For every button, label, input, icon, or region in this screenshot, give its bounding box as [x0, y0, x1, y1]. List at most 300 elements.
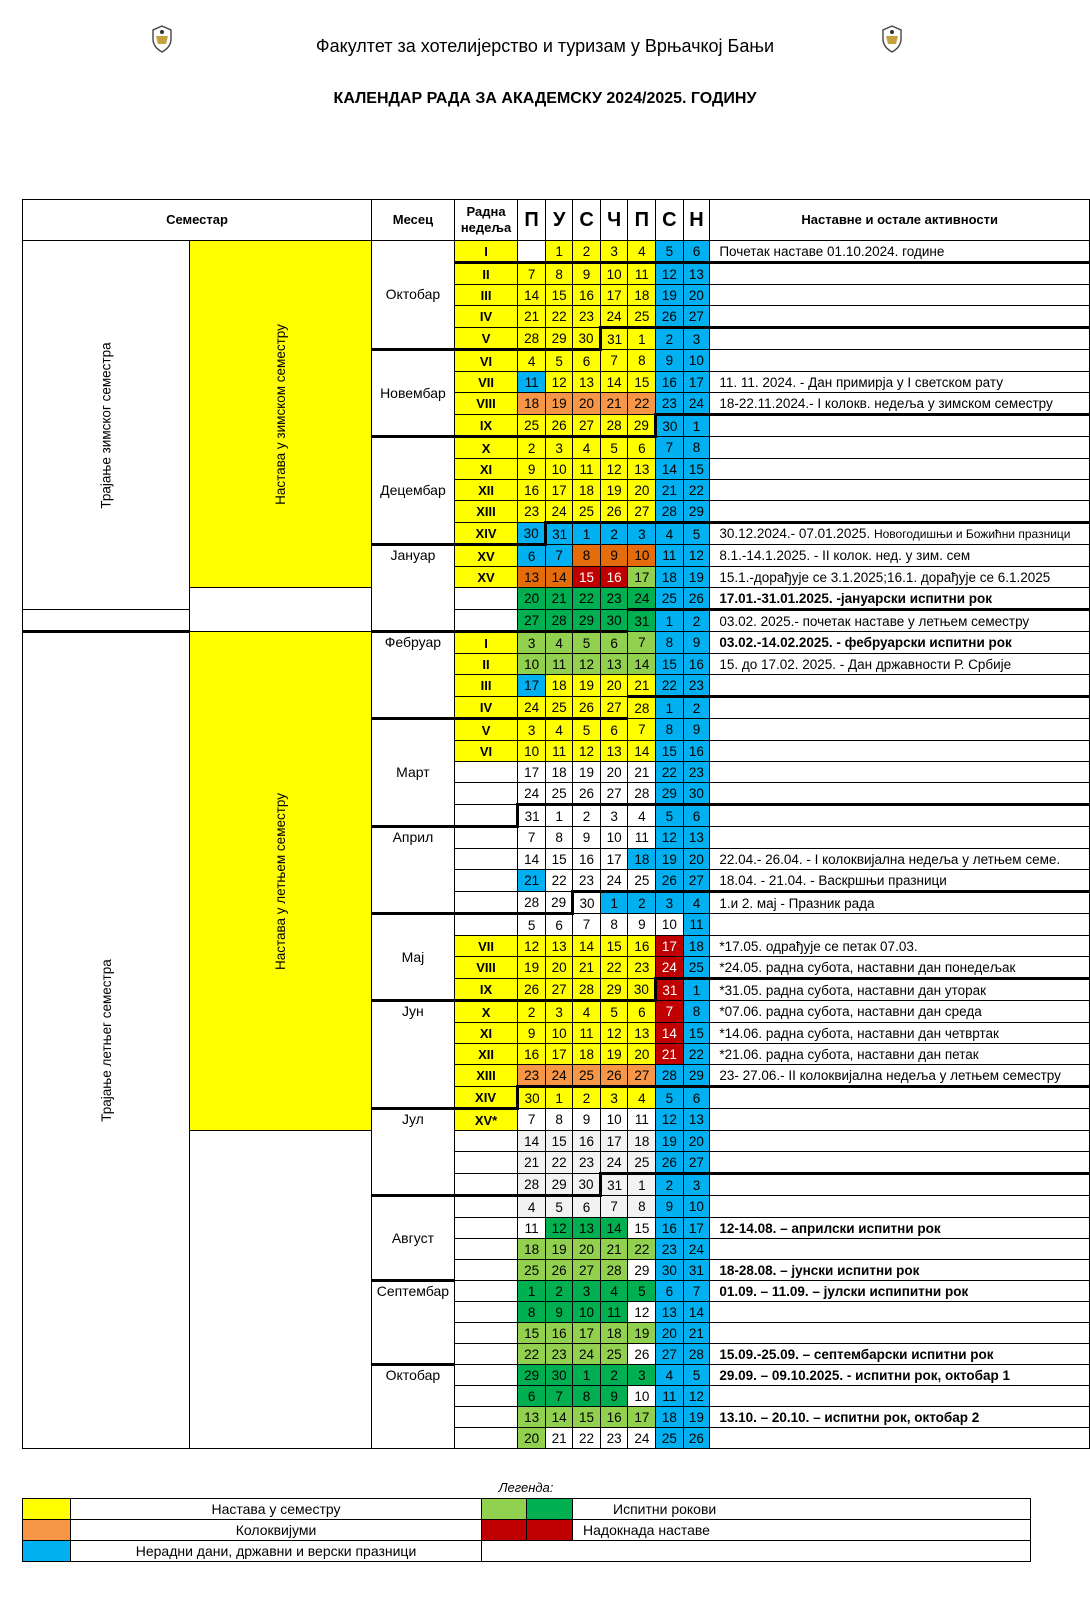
day-cell: 1 — [628, 1174, 656, 1196]
day-cell: 2 — [573, 241, 600, 263]
day-cell: 18 — [573, 480, 600, 501]
day-cell: 9 — [518, 459, 546, 480]
day-cell: 20 — [573, 1239, 600, 1260]
day-cell: 6 — [628, 1001, 656, 1023]
week-number — [454, 870, 517, 892]
day-cell: 14 — [683, 1302, 710, 1323]
week-number — [454, 1281, 517, 1302]
day-cell: 26 — [656, 870, 683, 892]
activity-text: 18-22.11.2024.- I колокв. недеља у зимском семестру — [719, 395, 1053, 411]
day-cell: 29 — [683, 1065, 710, 1087]
day-cell: 18 — [628, 849, 656, 870]
day-cell: 25 — [656, 1428, 683, 1449]
day-cell: 19 — [573, 762, 600, 783]
day-cell: 8 — [628, 350, 656, 372]
week-number: XV* — [454, 1109, 517, 1131]
activity-cell — [710, 1323, 1090, 1344]
day-cell: 3 — [600, 1087, 628, 1109]
legend-swatch-exams-dark — [527, 1499, 573, 1520]
activity-cell — [710, 285, 1090, 306]
activity-cell — [710, 936, 1090, 957]
day-cell: 10 — [518, 741, 546, 762]
day-cell: 10 — [545, 1023, 572, 1044]
day-cell: 30 — [628, 979, 656, 1001]
day-cell: 3 — [683, 1174, 710, 1196]
day-cell: 30 — [518, 523, 546, 545]
day-cell: 8 — [573, 1386, 600, 1407]
day-cell: 1 — [545, 241, 572, 263]
activity-cell — [710, 437, 1090, 459]
day-cell: 1 — [683, 979, 710, 1001]
day-cell: 9 — [518, 1023, 546, 1044]
month-cell: Децембар — [372, 437, 455, 545]
day-cell: 14 — [656, 459, 683, 480]
day-cell: 31 — [683, 1260, 710, 1281]
week-number — [454, 1407, 517, 1428]
day-cell: 3 — [628, 1365, 656, 1386]
activity-cell — [710, 588, 1090, 610]
day-cell: 5 — [600, 437, 628, 459]
activity-cell — [710, 306, 1090, 328]
day-cell: 22 — [545, 870, 572, 892]
day-cell: 9 — [600, 1386, 628, 1407]
day-cell: 19 — [600, 1044, 628, 1065]
month-cell: Август — [372, 1196, 455, 1281]
week-number: XI — [454, 459, 517, 480]
day-cell: 20 — [656, 1323, 683, 1344]
day-cell: 29 — [628, 1260, 656, 1281]
day-cell: 9 — [683, 719, 710, 741]
semester-duration-cell — [23, 241, 190, 610]
day-cell: 30 — [573, 892, 600, 914]
day-cell: 5 — [545, 350, 572, 372]
day-cell: 4 — [573, 1001, 600, 1023]
day-cell: 27 — [573, 1260, 600, 1281]
day-cell: 10 — [545, 459, 572, 480]
month-cell: Октобар — [372, 241, 455, 350]
day-cell: 19 — [656, 1131, 683, 1152]
day-cell: 5 — [683, 1365, 710, 1386]
day-cell: 12 — [656, 1109, 683, 1131]
day-cell: 23 — [683, 675, 710, 697]
day-cell: 20 — [518, 1428, 546, 1449]
month-cell: Новембар — [372, 350, 455, 437]
day-cell: 23 — [656, 393, 683, 415]
day-cell: 29 — [545, 892, 572, 914]
day-cell: 6 — [573, 1196, 600, 1218]
day-cell: 7 — [518, 827, 546, 849]
day-cell: 13 — [656, 1302, 683, 1323]
day-cell: 24 — [600, 870, 628, 892]
day-cell: 31 — [518, 805, 546, 827]
activity-cell — [710, 372, 1090, 393]
day-cell: 21 — [628, 762, 656, 783]
day-cell: 21 — [600, 1239, 628, 1260]
day-cell: 15 — [628, 1218, 656, 1239]
week-number: XIV — [454, 523, 517, 545]
day-cell: 14 — [600, 372, 628, 393]
day-cell: 20 — [600, 675, 628, 697]
week-number — [454, 805, 517, 827]
legend-label-exams: Испитни рокови — [573, 1499, 1031, 1520]
day-cell: 16 — [600, 567, 628, 588]
week-number — [454, 1218, 517, 1239]
activity-text: 12-14.08. – априлски испитни рок — [719, 1220, 941, 1236]
day-cell: 14 — [545, 567, 572, 588]
activity-cell — [710, 632, 1090, 654]
day-cell: 28 — [600, 1260, 628, 1281]
day-cell: 14 — [628, 654, 656, 675]
day-cell: 30 — [545, 1365, 572, 1386]
day-cell: 19 — [683, 567, 710, 588]
day-cell: 6 — [518, 1386, 546, 1407]
week-number: XIII — [454, 501, 517, 523]
day-cell: 28 — [628, 697, 656, 719]
activity-cell — [710, 610, 1090, 632]
week-number — [454, 1131, 517, 1152]
day-cell: 7 — [518, 1109, 546, 1131]
day-cell: 15 — [656, 741, 683, 762]
col-day-sun: Н — [683, 200, 710, 241]
teaching-period-label: Настава у летњем семестру — [273, 792, 289, 970]
teaching-period-cell — [190, 632, 372, 1131]
day-cell: 22 — [518, 1344, 546, 1365]
day-cell: 26 — [518, 979, 546, 1001]
day-cell: 21 — [683, 1323, 710, 1344]
day-cell: 28 — [683, 1344, 710, 1365]
week-number: II — [454, 263, 517, 285]
day-cell: 5 — [628, 1281, 656, 1302]
activity-text: 29.09. – 09.10.2025. - испитни рок, октобар 1 — [719, 1367, 1011, 1383]
day-cell: 26 — [656, 306, 683, 328]
day-cell: 30 — [656, 1260, 683, 1281]
day-cell: 7 — [628, 632, 656, 654]
legend-label-teaching: Настава у семестру — [71, 1499, 482, 1520]
day-cell: 16 — [683, 654, 710, 675]
header-row — [23, 200, 1090, 241]
week-number: I — [454, 241, 517, 263]
day-cell: 17 — [518, 762, 546, 783]
day-cell: 16 — [518, 1044, 546, 1065]
day-cell: 22 — [656, 675, 683, 697]
week-number — [454, 1174, 517, 1196]
activity-text: 18.04. - 21.04. - Васкршњи празници — [719, 872, 947, 888]
day-cell: 31 — [628, 610, 656, 632]
day-cell: 11 — [545, 741, 572, 762]
day-cell: 27 — [545, 979, 572, 1001]
activity-cell — [710, 870, 1090, 892]
activity-text: 15.1.-дорађује се 3.1.2025;16.1. дорађује се 6.1.2025 — [719, 569, 1051, 585]
activity-cell — [710, 241, 1090, 263]
week-number — [454, 1260, 517, 1281]
day-cell: 16 — [573, 285, 600, 306]
day-cell: 30 — [573, 1174, 600, 1196]
activity-cell — [710, 914, 1090, 936]
col-day-thu: Ч — [600, 200, 628, 241]
day-cell: 11 — [656, 545, 683, 567]
day-cell: 30 — [656, 415, 683, 437]
day-cell: 18 — [656, 567, 683, 588]
day-cell: 18 — [628, 1131, 656, 1152]
activity-cell — [710, 1344, 1090, 1365]
day-cell: 6 — [600, 719, 628, 741]
week-number — [454, 1302, 517, 1323]
week-number: XII — [454, 1044, 517, 1065]
day-cell: 9 — [656, 350, 683, 372]
day-cell: 15 — [573, 1407, 600, 1428]
day-cell: 7 — [600, 350, 628, 372]
week-number — [454, 610, 517, 632]
day-cell: 17 — [683, 372, 710, 393]
activity-text: 13.10. – 20.10. – испитни рок, октобар 2 — [719, 1409, 980, 1425]
day-cell: 20 — [545, 957, 572, 979]
day-cell: 10 — [600, 263, 628, 285]
day-cell: 26 — [545, 1260, 572, 1281]
day-cell: 10 — [628, 1386, 656, 1407]
day-cell: 29 — [628, 415, 656, 437]
legend-caption: Легенда: — [498, 1480, 554, 1495]
day-cell: 2 — [573, 805, 600, 827]
activity-cell — [710, 783, 1090, 805]
day-cell: 27 — [600, 783, 628, 805]
day-cell: 20 — [628, 480, 656, 501]
day-cell: 28 — [573, 979, 600, 1001]
activity-text: *24.05. радна субота, наставни дан понедељак — [719, 959, 1016, 975]
day-cell: 9 — [656, 1196, 683, 1218]
day-cell: 13 — [683, 1109, 710, 1131]
week-number — [454, 849, 517, 870]
day-cell: 26 — [573, 697, 600, 719]
day-cell: 4 — [628, 1087, 656, 1109]
col-day-sat: С — [656, 200, 683, 241]
month-cell: Јун — [372, 1001, 455, 1109]
activity-cell — [710, 654, 1090, 675]
activity-cell — [710, 1428, 1090, 1449]
activity-cell — [710, 480, 1090, 501]
day-cell: 27 — [573, 415, 600, 437]
col-semester: Семестар — [23, 200, 372, 241]
day-cell: 7 — [573, 914, 600, 936]
day-cell: 27 — [518, 610, 546, 632]
day-cell: 1 — [656, 697, 683, 719]
calendar-row — [23, 632, 1090, 654]
day-cell: 18 — [545, 675, 572, 697]
day-cell: 9 — [573, 263, 600, 285]
day-cell: 11 — [545, 654, 572, 675]
month-cell: Март — [372, 719, 455, 827]
day-cell: 8 — [656, 632, 683, 654]
week-number — [454, 892, 517, 914]
day-cell: 26 — [545, 415, 572, 437]
activity-text-note: Новогодишњи и Божићни празници — [873, 527, 1071, 541]
day-cell: 20 — [600, 762, 628, 783]
day-cell: 6 — [656, 1281, 683, 1302]
day-cell: 8 — [656, 719, 683, 741]
day-cell: 15 — [545, 285, 572, 306]
col-month: Месец — [372, 200, 455, 241]
day-cell: 23 — [628, 957, 656, 979]
day-cell: 17 — [628, 567, 656, 588]
activity-cell — [710, 1174, 1090, 1196]
day-cell: 6 — [600, 632, 628, 654]
day-cell: 11 — [628, 827, 656, 849]
activity-text: 03.02. 2025.- почетак наставе у летњем семестру — [719, 613, 1030, 629]
day-cell: 17 — [628, 1407, 656, 1428]
day-cell: 10 — [600, 1109, 628, 1131]
month-cell: Јул — [372, 1109, 455, 1196]
day-cell: 22 — [628, 1239, 656, 1260]
week-number: VI — [454, 350, 517, 372]
day-cell: 13 — [600, 654, 628, 675]
day-cell: 25 — [683, 957, 710, 979]
day-cell: 4 — [573, 437, 600, 459]
day-cell: 2 — [600, 1365, 628, 1386]
day-cell: 21 — [656, 480, 683, 501]
day-cell: 25 — [628, 1152, 656, 1174]
day-cell: 11 — [573, 459, 600, 480]
day-cell: 4 — [518, 1196, 546, 1218]
day-cell: 2 — [518, 1001, 546, 1023]
week-number — [454, 1344, 517, 1365]
day-cell: 13 — [683, 827, 710, 849]
activity-cell — [710, 1407, 1090, 1428]
day-cell: 28 — [518, 892, 546, 914]
day-cell: 12 — [573, 741, 600, 762]
day-cell: 23 — [600, 1428, 628, 1449]
day-cell: 26 — [573, 783, 600, 805]
activity-text: 23- 27.06.- II колоквијална недеља у летњем семестру — [719, 1067, 1061, 1083]
day-cell: 28 — [600, 415, 628, 437]
day-cell: 12 — [518, 936, 546, 957]
day-cell: 25 — [518, 1260, 546, 1281]
day-cell: 28 — [545, 610, 572, 632]
day-cell: 15 — [683, 459, 710, 480]
day-cell: 26 — [656, 1152, 683, 1174]
day-cell: 19 — [573, 675, 600, 697]
day-cell: 11 — [683, 914, 710, 936]
calendar-row — [23, 241, 1090, 263]
day-cell: 24 — [628, 588, 656, 610]
day-cell: 28 — [656, 1065, 683, 1087]
day-cell: 25 — [573, 1065, 600, 1087]
day-cell: 2 — [518, 437, 546, 459]
day-cell: 8 — [545, 263, 572, 285]
day-cell: 3 — [683, 328, 710, 350]
day-cell: 29 — [545, 1174, 572, 1196]
day-cell: 12 — [656, 263, 683, 285]
activity-cell — [710, 1044, 1090, 1065]
activity-text: 22.04.- 26.04. - I колоквијална недеља у летњем семе. — [719, 851, 1061, 867]
week-number — [454, 914, 517, 936]
month-cell: Јануар — [372, 545, 455, 632]
day-cell: 1 — [683, 415, 710, 437]
activity-cell — [710, 501, 1090, 523]
day-cell: 28 — [518, 1174, 546, 1196]
day-cell: 24 — [518, 783, 546, 805]
day-cell: 10 — [683, 1196, 710, 1218]
day-cell: 27 — [683, 870, 710, 892]
week-number: VII — [454, 372, 517, 393]
day-cell: 25 — [545, 783, 572, 805]
day-cell: 13 — [518, 567, 546, 588]
activity-text: 30.12.2024.- 07.01.2025. — [719, 526, 874, 541]
day-cell: 2 — [600, 523, 628, 545]
day-cell: 17 — [600, 285, 628, 306]
activity-cell — [710, 1001, 1090, 1023]
week-number: IX — [454, 415, 517, 437]
day-cell: 18 — [656, 1407, 683, 1428]
day-cell: 12 — [545, 1218, 572, 1239]
activity-cell — [710, 1281, 1090, 1302]
col-day-tue: У — [545, 200, 572, 241]
activity-text: 1.и 2. мај - Празник рада — [719, 895, 875, 911]
day-cell: 24 — [628, 1428, 656, 1449]
day-cell: 8 — [628, 1196, 656, 1218]
day-cell: 8 — [518, 1302, 546, 1323]
day-cell: 20 — [628, 1044, 656, 1065]
month-cell: Октобар — [372, 1365, 455, 1449]
day-cell: 30 — [600, 610, 628, 632]
week-number: XV — [454, 545, 517, 567]
day-cell: 20 — [683, 285, 710, 306]
legend-empty — [482, 1541, 1031, 1562]
day-cell: 18 — [683, 936, 710, 957]
day-cell: 19 — [600, 480, 628, 501]
activity-text: 11. 11. 2024. - Дан примирја у I светском рату — [719, 374, 1003, 390]
day-cell: 22 — [545, 306, 572, 328]
day-cell: 29 — [656, 783, 683, 805]
day-cell: 25 — [573, 501, 600, 523]
day-cell: 1 — [573, 1365, 600, 1386]
day-cell: 16 — [656, 1218, 683, 1239]
day-cell: 23 — [518, 501, 546, 523]
activity-cell — [710, 805, 1090, 827]
day-cell: 22 — [600, 957, 628, 979]
day-cell: 5 — [518, 914, 546, 936]
day-cell: 4 — [683, 892, 710, 914]
month-cell: Фебруар — [372, 632, 455, 719]
day-cell: 8 — [545, 827, 572, 849]
day-cell: 13 — [600, 741, 628, 762]
semester-gap-cell — [23, 610, 190, 632]
day-cell: 21 — [518, 306, 546, 328]
day-cell: 18 — [573, 1044, 600, 1065]
day-cell: 7 — [656, 437, 683, 459]
col-day-mon: П — [518, 200, 546, 241]
legend-label-holidays: Нерадни дани, државни и верски празници — [71, 1541, 482, 1562]
day-cell: 8 — [683, 437, 710, 459]
legend-swatch-exams-light — [482, 1499, 527, 1520]
day-cell: 5 — [683, 523, 710, 545]
activity-cell — [710, 827, 1090, 849]
day-cell: 13 — [573, 1218, 600, 1239]
day-cell: 12 — [600, 459, 628, 480]
day-cell: 1 — [545, 805, 572, 827]
day-cell: 15 — [545, 1131, 572, 1152]
day-cell: 29 — [683, 501, 710, 523]
activity-cell — [710, 1087, 1090, 1109]
day-cell: 29 — [518, 1365, 546, 1386]
col-day-wed: С — [573, 200, 600, 241]
day-cell: 7 — [600, 1196, 628, 1218]
day-cell: 20 — [518, 588, 546, 610]
day-cell: 16 — [545, 1323, 572, 1344]
day-cell: 25 — [518, 415, 546, 437]
day-cell: 5 — [600, 1001, 628, 1023]
day-cell: 4 — [628, 805, 656, 827]
day-cell: 17 — [545, 1044, 572, 1065]
activity-cell — [710, 762, 1090, 783]
